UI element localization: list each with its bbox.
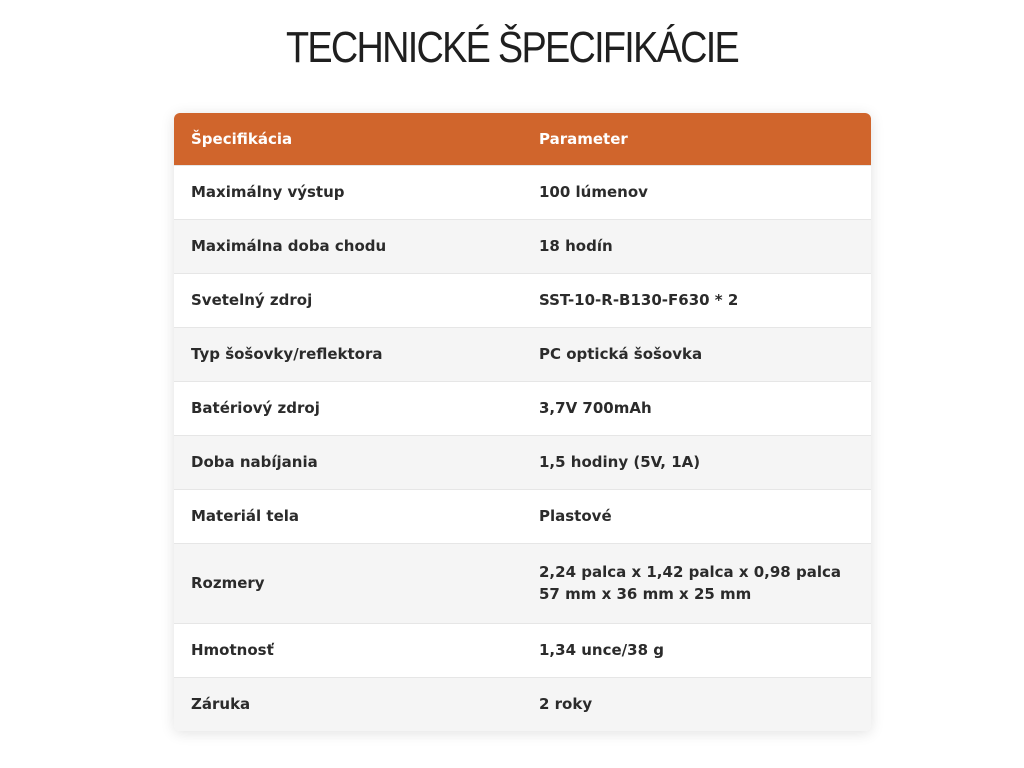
spec-value-line: 18 hodín [539,237,613,255]
spec-value-line: PC optická šošovka [539,345,703,363]
table-row [174,489,871,543]
spec-name: Záruka [174,677,522,731]
spec-value-line: Plastové [539,507,612,525]
spec-name: Rozmery [174,543,522,623]
spec-name: Typ šošovky/reflektora [174,327,522,381]
spec-value-line: 1,34 unce/38 g [539,641,664,659]
table-row [174,273,871,327]
spec-value-line: 1,5 hodiny (5V, 1A) [539,453,701,471]
table-row [174,327,871,381]
table-row [174,543,871,623]
table-row [174,381,871,435]
spec-value [522,543,871,623]
spec-value-line: 57 mm x 36 mm x 25 mm [539,585,752,603]
header-parameter: Parameter [539,129,628,148]
spec-value [522,677,871,731]
spec-value [522,489,871,543]
spec-value-line: 100 lúmenov [539,183,648,201]
page-title: TECHNICKÉ ŠPECIFIKÁCIE [285,23,739,72]
spec-value-line: 2,24 palca x 1,42 palca x 0,98 palca [539,563,841,581]
spec-table [174,113,871,731]
spec-value [522,623,871,677]
spec-value [522,435,871,489]
table-header-row [174,113,871,165]
spec-name: Doba nabíjania [174,435,522,489]
spec-value [522,327,871,381]
spec-value [522,165,871,219]
spec-name: Svetelný zdroj [174,273,522,327]
spec-value-line: 2 roky [539,695,593,714]
spec-value-line: 3,7V 700mAh [539,399,652,417]
spec-name: Batériový zdroj [174,381,522,435]
spec-value [522,219,871,273]
spec-name: Materiál tela [174,489,522,543]
table-row [174,219,871,273]
spec-value [522,381,871,435]
table-row [174,165,871,219]
spec-name: Hmotnosť [174,623,522,677]
spec-table-container [174,113,871,731]
spec-value-line: SST-10-R-B130-F630 * 2 [539,291,739,309]
spec-name: Maximálny výstup [174,165,522,219]
table-row [174,677,871,731]
table-row [174,623,871,677]
header-specification: Špecifikácia [191,129,293,148]
table-row [174,435,871,489]
spec-value [522,273,871,327]
spec-name: Maximálna doba chodu [174,219,522,273]
